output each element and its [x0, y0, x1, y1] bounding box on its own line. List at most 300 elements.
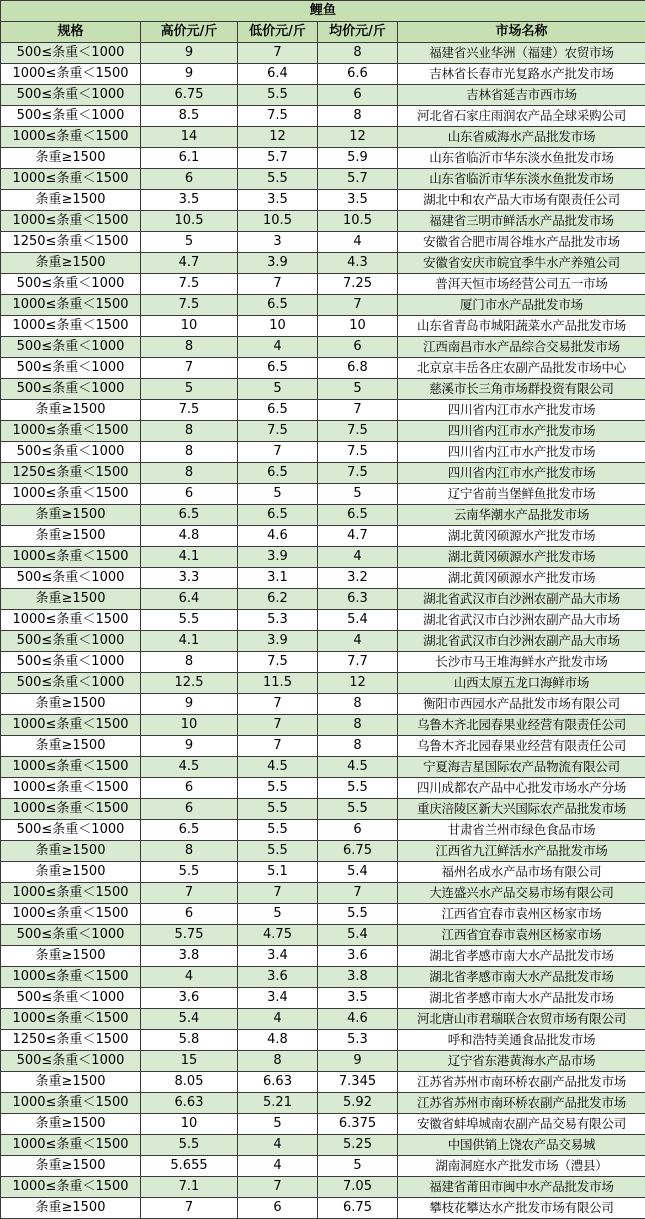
table-row: [1, 610, 645, 631]
cell-low-price: 3.4: [238, 946, 318, 967]
cell-market-name: 宁夏海吉星国际农产品物流有限公司: [398, 757, 645, 778]
table-row: [1, 43, 645, 64]
table-row: [1, 169, 645, 190]
cell-spec: 条重≥1500: [1, 148, 141, 169]
cell-avg-price: 4: [318, 631, 398, 652]
cell-spec: 500≤条重＜1000: [1, 631, 141, 652]
table-row: [1, 1093, 645, 1114]
cell-avg-price: 4.6: [318, 1009, 398, 1030]
table-row: [1, 673, 645, 694]
cell-spec: 1000≤条重＜1500: [1, 1009, 141, 1030]
header-avg-price: 均价元/斤: [318, 22, 398, 43]
header-spec: 规格: [1, 22, 141, 43]
cell-spec: 1000≤条重＜1500: [1, 547, 141, 568]
cell-high-price: 7.5: [141, 400, 238, 421]
cell-high-price: 3.6: [141, 988, 238, 1009]
header-market-name: 市场名称: [398, 22, 645, 43]
cell-market-name: 四川成都农产品中心批发市场水产分场: [398, 778, 645, 799]
cell-avg-price: 7: [318, 400, 398, 421]
table-row: [1, 946, 645, 967]
cell-spec: 1250≤条重＜1500: [1, 1030, 141, 1051]
cell-market-name: 云南华潮水产品批发市场: [398, 505, 645, 526]
cell-avg-price: 5.9: [318, 148, 398, 169]
cell-avg-price: 4.3: [318, 253, 398, 274]
cell-high-price: 8: [141, 463, 238, 484]
cell-high-price: 9: [141, 43, 238, 64]
cell-high-price: 7: [141, 883, 238, 904]
cell-low-price: 7: [238, 442, 318, 463]
cell-spec: 500≤条重＜1000: [1, 925, 141, 946]
cell-avg-price: 6: [318, 820, 398, 841]
cell-high-price: 8.5: [141, 106, 238, 127]
cell-market-name: 乌鲁木齐北园春果业经营有限责任公司: [398, 715, 645, 736]
cell-low-price: 7: [238, 43, 318, 64]
cell-spec: 1000≤条重＜1500: [1, 1177, 141, 1198]
table-row: [1, 253, 645, 274]
cell-low-price: 6.5: [238, 400, 318, 421]
cell-market-name: 攀枝花攀达水产批发市场有限公司: [398, 1198, 645, 1219]
cell-avg-price: 7.5: [318, 421, 398, 442]
table-row: [1, 64, 645, 85]
cell-high-price: 5.4: [141, 1009, 238, 1030]
cell-low-price: 7.5: [238, 652, 318, 673]
cell-low-price: 7: [238, 1177, 318, 1198]
cell-low-price: 6.63: [238, 1072, 318, 1093]
table-row: [1, 1072, 645, 1093]
cell-low-price: 4.5: [238, 757, 318, 778]
cell-low-price: 5.5: [238, 778, 318, 799]
cell-spec: 条重≥1500: [1, 526, 141, 547]
cell-low-price: 6.4: [238, 64, 318, 85]
cell-market-name: 福建省三明市鲜活水产品批发市场: [398, 211, 645, 232]
cell-spec: 条重≥1500: [1, 1156, 141, 1177]
cell-market-name: 辽宁省前当堡鲜鱼批发市场: [398, 484, 645, 505]
cell-low-price: 5.5: [238, 799, 318, 820]
table-row: [1, 631, 645, 652]
cell-high-price: 10: [141, 1114, 238, 1135]
table-row: [1, 715, 645, 736]
cell-avg-price: 3.8: [318, 967, 398, 988]
cell-avg-price: 4.5: [318, 757, 398, 778]
cell-high-price: 5.5: [141, 862, 238, 883]
cell-low-price: 4.8: [238, 1030, 318, 1051]
table-row: [1, 148, 645, 169]
table-row: [1, 568, 645, 589]
table-row: [1, 757, 645, 778]
table-row: [1, 904, 645, 925]
header-low-price: 低价元/斤: [238, 22, 318, 43]
cell-high-price: 8.05: [141, 1072, 238, 1093]
cell-low-price: 10.5: [238, 211, 318, 232]
cell-high-price: 6: [141, 169, 238, 190]
table-row: [1, 400, 645, 421]
table-row: [1, 883, 645, 904]
cell-market-name: 湖北省孝感市南大水产品批发市场: [398, 988, 645, 1009]
table-row: [1, 190, 645, 211]
cell-avg-price: 5.5: [318, 904, 398, 925]
cell-avg-price: 10.5: [318, 211, 398, 232]
table-row: [1, 463, 645, 484]
table-row: [1, 295, 645, 316]
cell-spec: 1000≤条重＜1500: [1, 211, 141, 232]
cell-spec: 条重≥1500: [1, 694, 141, 715]
cell-low-price: 6.5: [238, 358, 318, 379]
cell-market-name: 重庆涪陵区新大兴国际农产品批发市场: [398, 799, 645, 820]
cell-low-price: 4: [238, 1156, 318, 1177]
cell-low-price: 7: [238, 694, 318, 715]
cell-avg-price: 7.5: [318, 442, 398, 463]
cell-high-price: 6: [141, 799, 238, 820]
cell-market-name: 安徽省安庆市皖宜季牛水产养殖公司: [398, 253, 645, 274]
cell-avg-price: 7: [318, 883, 398, 904]
cell-low-price: 6.2: [238, 589, 318, 610]
cell-low-price: 3.5: [238, 190, 318, 211]
cell-high-price: 5.5: [141, 1135, 238, 1156]
cell-low-price: 3.1: [238, 568, 318, 589]
cell-avg-price: 7.345: [318, 1072, 398, 1093]
cell-avg-price: 6.75: [318, 1198, 398, 1219]
cell-high-price: 5: [141, 232, 238, 253]
cell-low-price: 5.21: [238, 1093, 318, 1114]
cell-avg-price: 6: [318, 337, 398, 358]
cell-spec: 1000≤条重＜1500: [1, 127, 141, 148]
cell-spec: 条重≥1500: [1, 1072, 141, 1093]
cell-high-price: 8: [141, 442, 238, 463]
cell-market-name: 河北唐山市君瑞联合农贸市场有限公司: [398, 1009, 645, 1030]
cell-spec: 500≤条重＜1000: [1, 358, 141, 379]
cell-market-name: 山东省威海水产品批发市场: [398, 127, 645, 148]
cell-spec: 1000≤条重＜1500: [1, 715, 141, 736]
table-row: [1, 1030, 645, 1051]
cell-spec: 条重≥1500: [1, 505, 141, 526]
cell-spec: 1000≤条重＜1500: [1, 421, 141, 442]
cell-low-price: 11.5: [238, 673, 318, 694]
cell-low-price: 5.7: [238, 148, 318, 169]
cell-high-price: 4.7: [141, 253, 238, 274]
cell-high-price: 6.5: [141, 820, 238, 841]
table-title: 鲤鱼: [1, 1, 645, 22]
table-row: [1, 1135, 645, 1156]
cell-high-price: 3.5: [141, 190, 238, 211]
cell-market-name: 长沙市马王堆海鲜水产批发市场: [398, 652, 645, 673]
table-row: [1, 484, 645, 505]
table-row: [1, 358, 645, 379]
table-row: [1, 694, 645, 715]
cell-low-price: 3.9: [238, 547, 318, 568]
table-row: [1, 1009, 645, 1030]
cell-market-name: 山西太原五龙口海鲜市场: [398, 673, 645, 694]
cell-spec: 条重≥1500: [1, 1114, 141, 1135]
cell-spec: 500≤条重＜1000: [1, 379, 141, 400]
table-row: [1, 211, 645, 232]
cell-low-price: 4: [238, 337, 318, 358]
table-row: [1, 316, 645, 337]
cell-market-name: 山东省青岛市城阳蔬菜水产品批发市场: [398, 316, 645, 337]
cell-avg-price: 8: [318, 736, 398, 757]
cell-avg-price: 5.92: [318, 1093, 398, 1114]
cell-market-name: 四川省内江市水产批发市场: [398, 421, 645, 442]
cell-high-price: 14: [141, 127, 238, 148]
cell-low-price: 10: [238, 316, 318, 337]
cell-high-price: 10: [141, 715, 238, 736]
cell-high-price: 8: [141, 841, 238, 862]
table-row: [1, 337, 645, 358]
table-row: [1, 127, 645, 148]
cell-high-price: 7.5: [141, 295, 238, 316]
cell-spec: 条重≥1500: [1, 946, 141, 967]
cell-low-price: 3.9: [238, 253, 318, 274]
cell-spec: 1000≤条重＜1500: [1, 757, 141, 778]
cell-spec: 500≤条重＜1000: [1, 568, 141, 589]
table-row: [1, 1114, 645, 1135]
cell-avg-price: 7: [318, 295, 398, 316]
cell-spec: 1000≤条重＜1500: [1, 1093, 141, 1114]
cell-spec: 500≤条重＜1000: [1, 1051, 141, 1072]
cell-market-name: 湖南洞庭水产批发市场（澧县）: [398, 1156, 645, 1177]
cell-avg-price: 12: [318, 127, 398, 148]
cell-high-price: 9: [141, 736, 238, 757]
cell-market-name: 湖北省孝感市南大水产品批发市场: [398, 946, 645, 967]
cell-high-price: 8: [141, 421, 238, 442]
cell-high-price: 7.5: [141, 274, 238, 295]
cell-market-name: 江苏省苏州市南环桥农副产品批发市场: [398, 1093, 645, 1114]
cell-market-name: 慈溪市长三角市场群投资有限公司: [398, 379, 645, 400]
cell-market-name: 山东省临沂市华东淡水鱼批发市场: [398, 169, 645, 190]
cell-avg-price: 3.2: [318, 568, 398, 589]
cell-high-price: 7: [141, 1198, 238, 1219]
cell-market-name: 湖北黄冈硕源水产批发市场: [398, 547, 645, 568]
table-row: [1, 925, 645, 946]
cell-market-name: 四川省内江市水产批发市场: [398, 400, 645, 421]
cell-market-name: 湖北省孝感市南大水产品批发市场: [398, 967, 645, 988]
table-row: [1, 379, 645, 400]
cell-high-price: 9: [141, 64, 238, 85]
cell-market-name: 甘肃省兰州市绿色食品市场: [398, 820, 645, 841]
cell-high-price: 4.1: [141, 631, 238, 652]
cell-high-price: 15: [141, 1051, 238, 1072]
cell-avg-price: 5.7: [318, 169, 398, 190]
cell-market-name: 中国供销上饶农产品交易城: [398, 1135, 645, 1156]
title-row: [1, 1, 645, 22]
cell-market-name: 衡阳市西园水产品批发市场有限公司: [398, 694, 645, 715]
cell-avg-price: 5: [318, 1156, 398, 1177]
cell-market-name: 江西省宜春市袁州区杨家市场: [398, 925, 645, 946]
cell-low-price: 5.3: [238, 610, 318, 631]
header-row: [1, 22, 645, 43]
cell-spec: 1250≤条重＜1500: [1, 232, 141, 253]
cell-low-price: 6.5: [238, 463, 318, 484]
cell-avg-price: 9: [318, 1051, 398, 1072]
cell-high-price: 6: [141, 778, 238, 799]
cell-low-price: 3.4: [238, 988, 318, 1009]
cell-avg-price: 6.6: [318, 64, 398, 85]
cell-high-price: 3.8: [141, 946, 238, 967]
table-row: [1, 736, 645, 757]
cell-spec: 1000≤条重＜1500: [1, 484, 141, 505]
cell-spec: 1000≤条重＜1500: [1, 799, 141, 820]
cell-market-name: 厦门市水产品批发市场: [398, 295, 645, 316]
cell-avg-price: 10: [318, 316, 398, 337]
table-row: [1, 1177, 645, 1198]
cell-avg-price: 3.6: [318, 946, 398, 967]
table-row: [1, 799, 645, 820]
cell-market-name: 山东省临沂市华东淡水鱼批发市场: [398, 148, 645, 169]
cell-spec: 1000≤条重＜1500: [1, 1135, 141, 1156]
cell-market-name: 安徽省合肥市周谷堆水产品批发市场: [398, 232, 645, 253]
cell-spec: 1000≤条重＜1500: [1, 64, 141, 85]
table-row: [1, 505, 645, 526]
cell-market-name: 江西省九江鲜活水产品批发市场: [398, 841, 645, 862]
cell-spec: 条重≥1500: [1, 400, 141, 421]
cell-spec: 条重≥1500: [1, 736, 141, 757]
cell-spec: 条重≥1500: [1, 841, 141, 862]
cell-low-price: 7: [238, 736, 318, 757]
table-row: [1, 841, 645, 862]
cell-low-price: 5: [238, 484, 318, 505]
table-row: [1, 274, 645, 295]
cell-spec: 1000≤条重＜1500: [1, 883, 141, 904]
cell-high-price: 4: [141, 967, 238, 988]
cell-low-price: 7: [238, 274, 318, 295]
cell-high-price: 4.1: [141, 547, 238, 568]
cell-low-price: 5: [238, 379, 318, 400]
cell-spec: 1000≤条重＜1500: [1, 778, 141, 799]
cell-low-price: 4: [238, 1009, 318, 1030]
cell-low-price: 7: [238, 715, 318, 736]
cell-avg-price: 4: [318, 547, 398, 568]
cell-spec: 500≤条重＜1000: [1, 442, 141, 463]
cell-high-price: 10: [141, 316, 238, 337]
cell-high-price: 7: [141, 358, 238, 379]
cell-high-price: 8: [141, 652, 238, 673]
cell-spec: 1000≤条重＜1500: [1, 295, 141, 316]
cell-spec: 500≤条重＜1000: [1, 820, 141, 841]
cell-high-price: 4.5: [141, 757, 238, 778]
cell-avg-price: 7.7: [318, 652, 398, 673]
cell-high-price: 9: [141, 694, 238, 715]
cell-spec: 500≤条重＜1000: [1, 274, 141, 295]
cell-avg-price: 6.5: [318, 505, 398, 526]
cell-high-price: 7.1: [141, 1177, 238, 1198]
table-row: [1, 862, 645, 883]
table-row: [1, 106, 645, 127]
cell-low-price: 4.75: [238, 925, 318, 946]
cell-market-name: 大连盛兴水产品交易市场有限公司: [398, 883, 645, 904]
cell-market-name: 湖北省武汉市白沙洲农副产品大市场: [398, 610, 645, 631]
cell-low-price: 3: [238, 232, 318, 253]
cell-market-name: 四川省内江市水产批发市场: [398, 463, 645, 484]
cell-high-price: 5.8: [141, 1030, 238, 1051]
cell-high-price: 6: [141, 904, 238, 925]
cell-spec: 1000≤条重＜1500: [1, 967, 141, 988]
cell-low-price: 5.5: [238, 169, 318, 190]
cell-spec: 1250≤条重＜1500: [1, 463, 141, 484]
cell-high-price: 5.5: [141, 610, 238, 631]
cell-avg-price: 8: [318, 106, 398, 127]
cell-market-name: 普洱天恒市场经营公司五一市场: [398, 274, 645, 295]
cell-avg-price: 5.4: [318, 610, 398, 631]
cell-spec: 条重≥1500: [1, 190, 141, 211]
table-row: [1, 1051, 645, 1072]
cell-avg-price: 5: [318, 484, 398, 505]
cell-low-price: 5.1: [238, 862, 318, 883]
cell-low-price: 6: [238, 1198, 318, 1219]
cell-spec: 条重≥1500: [1, 253, 141, 274]
cell-market-name: 福建省莆田市闽中水产品批发市场: [398, 1177, 645, 1198]
cell-spec: 500≤条重＜1000: [1, 988, 141, 1009]
cell-avg-price: 12: [318, 673, 398, 694]
table-row: [1, 232, 645, 253]
cell-high-price: 6.1: [141, 148, 238, 169]
cell-avg-price: 8: [318, 715, 398, 736]
table-row: [1, 85, 645, 106]
cell-avg-price: 4.7: [318, 526, 398, 547]
cell-market-name: 辽宁省东港黄海水产品市场: [398, 1051, 645, 1072]
cell-avg-price: 3.5: [318, 988, 398, 1009]
cell-market-name: 湖北黄冈硕源水产批发市场: [398, 568, 645, 589]
cell-low-price: 3.9: [238, 631, 318, 652]
table-row: [1, 421, 645, 442]
cell-avg-price: 6.375: [318, 1114, 398, 1135]
cell-market-name: 乌鲁木齐北园春果业经营有限责任公司: [398, 736, 645, 757]
cell-avg-price: 5.5: [318, 778, 398, 799]
cell-spec: 500≤条重＜1000: [1, 43, 141, 64]
cell-spec: 条重≥1500: [1, 1198, 141, 1219]
cell-spec: 1000≤条重＜1500: [1, 610, 141, 631]
cell-low-price: 5.5: [238, 820, 318, 841]
cell-high-price: 3.3: [141, 568, 238, 589]
cell-market-name: 湖北中和农产品大市场有限责任公司: [398, 190, 645, 211]
cell-market-name: 湖北省武汉市白沙洲农副产品大市场: [398, 589, 645, 610]
table-row: [1, 1198, 645, 1219]
table-row: [1, 589, 645, 610]
cell-avg-price: 5.5: [318, 799, 398, 820]
cell-market-name: 安徽省蚌埠城南农副产品交易有限公司: [398, 1114, 645, 1135]
cell-spec: 条重≥1500: [1, 862, 141, 883]
cell-high-price: 5: [141, 379, 238, 400]
cell-spec: 500≤条重＜1000: [1, 337, 141, 358]
cell-avg-price: 6.8: [318, 358, 398, 379]
cell-avg-price: 6.3: [318, 589, 398, 610]
header-high-price: 高价元/斤: [141, 22, 238, 43]
cell-high-price: 5.75: [141, 925, 238, 946]
cell-high-price: 8: [141, 337, 238, 358]
cell-market-name: 吉林省延吉市西市场: [398, 85, 645, 106]
cell-avg-price: 7.5: [318, 463, 398, 484]
cell-high-price: 6.4: [141, 589, 238, 610]
cell-market-name: 江西南昌市水产品综合交易批发市场: [398, 337, 645, 358]
table-row: [1, 442, 645, 463]
cell-low-price: 6.5: [238, 505, 318, 526]
cell-market-name: 江西省宜春市袁州区杨家市场: [398, 904, 645, 925]
cell-low-price: 4.6: [238, 526, 318, 547]
cell-spec: 条重≥1500: [1, 589, 141, 610]
cell-high-price: 6.75: [141, 85, 238, 106]
cell-high-price: 10.5: [141, 211, 238, 232]
cell-avg-price: 6: [318, 85, 398, 106]
cell-low-price: 6.5: [238, 295, 318, 316]
cell-avg-price: 8: [318, 694, 398, 715]
table-row: [1, 652, 645, 673]
cell-avg-price: 5.4: [318, 862, 398, 883]
table-row: [1, 1156, 645, 1177]
cell-spec: 500≤条重＜1000: [1, 106, 141, 127]
table-row: [1, 526, 645, 547]
cell-market-name: 呼和浩特美通食品批发市场: [398, 1030, 645, 1051]
cell-low-price: 5: [238, 904, 318, 925]
cell-low-price: 4: [238, 1135, 318, 1156]
cell-market-name: 吉林省长春市光复路水产批发市场: [398, 64, 645, 85]
